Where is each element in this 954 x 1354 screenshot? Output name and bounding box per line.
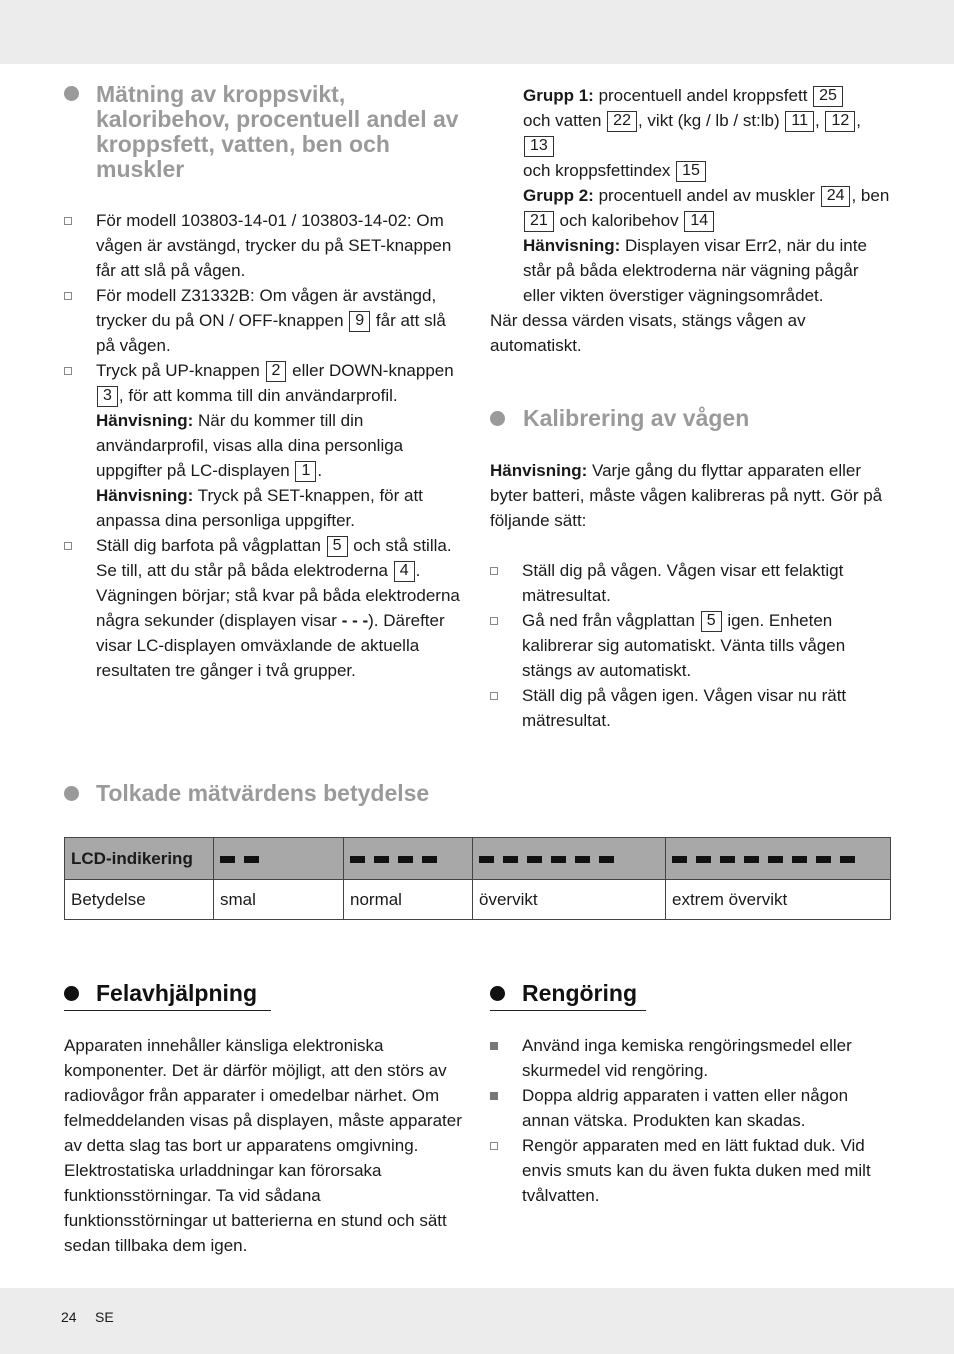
checkbox-square-icon bbox=[64, 292, 72, 300]
table-cell: extrem övervikt bbox=[666, 880, 891, 920]
lcd-dash-icon bbox=[672, 856, 687, 863]
group-text: , bbox=[856, 111, 861, 130]
lcd-dash-icon bbox=[422, 856, 437, 863]
checkbox-square-icon bbox=[64, 542, 72, 550]
checkbox-square-icon bbox=[64, 217, 72, 225]
note-text: Varje gång du flyttar apparaten eller byter batteri, måste vågen kalibreras på nytt. Gör på följande sätt: bbox=[490, 461, 883, 530]
lcd-dashes-cell bbox=[344, 838, 473, 880]
section-bullet-icon bbox=[64, 786, 79, 801]
list-item bbox=[490, 1033, 890, 1083]
checkbox-square-icon bbox=[490, 617, 498, 625]
list-item bbox=[490, 1083, 890, 1133]
lcd-dash-icon bbox=[551, 856, 566, 863]
group1-label: Grupp 1: bbox=[523, 86, 594, 105]
section1-heading: Mätning av kroppsvikt, kaloribehov, procentuell andel av kroppsfett, vatten, ben och muskler bbox=[96, 81, 459, 182]
list-item-text: För modell 103803-14-01 / 103803-14-02: Om vågen är avstängd, trycker du på SET-knappen får att slå på vågen. bbox=[96, 211, 452, 280]
lcd-dash-icon bbox=[840, 856, 855, 863]
table-row-label: Betydelse bbox=[65, 880, 214, 920]
interpret-heading: Tolkade mätvärdens betydelse bbox=[96, 780, 430, 806]
part-number: 5 bbox=[701, 611, 722, 632]
list-item bbox=[490, 608, 890, 683]
cleaning-list bbox=[490, 1033, 890, 1208]
footer-bar bbox=[0, 1288, 954, 1354]
group-text: och kroppsfettindex bbox=[523, 161, 676, 180]
calibration-list bbox=[490, 558, 890, 733]
group-text: , vikt (kg / lb / st:lb) bbox=[637, 111, 785, 130]
note-label: Hänvisning: bbox=[96, 411, 194, 430]
part-number: 14 bbox=[684, 211, 714, 232]
table-cell: övervikt bbox=[473, 880, 666, 920]
list-item-text: Rengör apparaten med en lätt fuktad duk. Vid envis smuts kan du även fukta duken med milt tvålvatten. bbox=[522, 1136, 871, 1205]
section1-list bbox=[64, 208, 466, 683]
section-bullet-icon bbox=[64, 986, 79, 1001]
lcd-dashes-cell bbox=[214, 838, 344, 880]
part-number: 25 bbox=[813, 86, 843, 107]
cleaning-heading: Rengöring bbox=[522, 980, 637, 1006]
group-text: , ben bbox=[851, 186, 890, 205]
list-item bbox=[64, 358, 466, 533]
display-dashes: - - - bbox=[341, 611, 369, 630]
group-text: och vatten bbox=[523, 111, 607, 130]
list-item bbox=[64, 208, 466, 283]
part-number: 4 bbox=[394, 561, 415, 582]
lcd-dashes-cell bbox=[666, 838, 891, 880]
list-item-text: får att slå på vågen. bbox=[96, 311, 446, 355]
lcd-dash-icon bbox=[575, 856, 590, 863]
list-item-text: och stå stilla. Se till, att du står på båda elektroderna bbox=[96, 536, 452, 580]
list-item-text: För modell Z31332B: Om vågen är avstängd, trycker du på ON / OFF-knappen bbox=[96, 286, 437, 330]
lcd-dashes-cell bbox=[473, 838, 666, 880]
language-code: SE bbox=[95, 1309, 114, 1325]
list-item-text: eller DOWN-knappen bbox=[287, 361, 454, 380]
auto-off-text: När dessa värden visats, stängs vågen av automatiskt. bbox=[490, 311, 806, 355]
list-item-text: Gå ned från vågplattan bbox=[522, 611, 700, 630]
lcd-dash-icon bbox=[696, 856, 711, 863]
list-item bbox=[490, 558, 890, 608]
section-bullet-icon bbox=[64, 86, 79, 101]
lcd-dash-icon bbox=[244, 856, 259, 863]
note-text: . bbox=[317, 461, 323, 480]
note-text: Displayen visar Err2, när du inte står på båda elektroderna när vägning pågår eller vikten överstiger vägningsområdet. bbox=[523, 236, 867, 305]
group-text: , bbox=[815, 111, 825, 130]
checkbox-square-icon bbox=[490, 567, 498, 575]
list-item-text: ). Därefter visar LC-displayen omväxlande de aktuella resultaten tre gånger i två grupper. bbox=[96, 611, 445, 680]
list-item-text: Tryck på UP-knappen bbox=[96, 361, 265, 380]
part-number: 12 bbox=[825, 111, 855, 132]
lcd-dash-icon bbox=[479, 856, 494, 863]
list-item-text: igen. Enheten kalibrerar sig automatiskt. Vänta tills vågen stängs av automatiskt. bbox=[522, 611, 846, 680]
lcd-table bbox=[64, 837, 891, 920]
filled-square-icon bbox=[490, 1092, 498, 1100]
trouble-heading-wrap bbox=[64, 981, 271, 1011]
note-label: Hänvisning: bbox=[490, 461, 588, 480]
lcd-dash-icon bbox=[792, 856, 807, 863]
list-item-text: Ställ dig barfota på vågplattan bbox=[96, 536, 326, 555]
table-cell: normal bbox=[344, 880, 473, 920]
lcd-dash-icon bbox=[768, 856, 783, 863]
lcd-dash-icon bbox=[503, 856, 518, 863]
calibration-note bbox=[490, 458, 890, 533]
group-text: procentuell andel av muskler bbox=[593, 186, 820, 205]
trouble-heading: Felavhjälpning bbox=[96, 980, 258, 1006]
part-number: 5 bbox=[327, 536, 348, 557]
list-item bbox=[490, 683, 890, 733]
groups-block bbox=[523, 83, 893, 308]
part-number: 1 bbox=[295, 461, 316, 482]
section-bullet-icon bbox=[490, 411, 505, 426]
note-text: När du kommer till din användarprofil, visas alla dina personliga uppgifter på LC-displayen bbox=[96, 411, 404, 480]
lcd-dash-icon bbox=[220, 856, 235, 863]
table-row bbox=[65, 880, 891, 920]
list-item bbox=[64, 533, 466, 683]
checkbox-square-icon bbox=[64, 367, 72, 375]
part-number: 9 bbox=[349, 311, 370, 332]
group-text: procentuell andel kroppsfett bbox=[593, 86, 813, 105]
part-number: 22 bbox=[607, 111, 637, 132]
part-number: 3 bbox=[97, 386, 118, 407]
checkbox-square-icon bbox=[490, 1142, 498, 1150]
lcd-dash-icon bbox=[374, 856, 389, 863]
lcd-dash-icon bbox=[816, 856, 831, 863]
list-item-text: Doppa aldrig apparaten i vatten eller någon annan vätska. Produkten kan skadas. bbox=[522, 1086, 849, 1130]
top-bar bbox=[0, 0, 954, 64]
list-item-text: Ställ dig på vågen. Vågen visar ett felaktigt mätresultat. bbox=[522, 561, 844, 605]
list-item-text: Ställ dig på vågen igen. Vågen visar nu rätt mätresultat. bbox=[522, 686, 847, 730]
checkbox-square-icon bbox=[490, 692, 498, 700]
lcd-dash-icon bbox=[599, 856, 614, 863]
table-cell: smal bbox=[214, 880, 344, 920]
group-text: och kaloribehov bbox=[554, 211, 684, 230]
list-item-text: Använd inga kemiska rengöringsmedel eller skurmedel vid rengöring. bbox=[522, 1036, 852, 1080]
note-text: Tryck på SET-knappen, för att anpassa dina personliga uppgifter. bbox=[96, 486, 423, 530]
cleaning-heading-wrap bbox=[490, 981, 646, 1011]
note-label: Hänvisning: bbox=[96, 486, 194, 505]
filled-square-icon bbox=[490, 1042, 498, 1050]
list-item-text: . Vägningen börjar; stå kvar på båda elektroderna några sekunder (displayen visar bbox=[96, 561, 460, 630]
group2-label: Grupp 2: bbox=[523, 186, 594, 205]
note-label: Hänvisning: bbox=[523, 236, 621, 255]
lcd-dash-icon bbox=[720, 856, 735, 863]
calibration-heading: Kalibrering av vågen bbox=[523, 405, 750, 431]
table-header-row bbox=[65, 838, 891, 880]
table-header-label: LCD-indikering bbox=[65, 838, 214, 880]
part-number: 2 bbox=[266, 361, 287, 382]
trouble-text: Apparaten innehåller känsliga elektroniska komponenter. Det är därför möjligt, att den störs av radiovågor från apparater i omedelbar närhet. Om felmeddelanden visas på displayen, måste apparater av detta slag tas bort ur apparatens omgivning. Elektrostatiska urladdningar kan förorsaka funktionsstörningar. Ta vid sådana funktionsstörningar ut batterierna en stund och sätt sedan tillbaka dem igen. bbox=[64, 1036, 462, 1255]
part-number: 21 bbox=[524, 211, 554, 232]
list-item-text: , för att komma till din användarprofil. bbox=[118, 386, 398, 405]
lcd-dash-icon bbox=[398, 856, 413, 863]
part-number: 13 bbox=[524, 136, 554, 157]
part-number: 24 bbox=[821, 186, 851, 207]
lcd-dash-icon bbox=[744, 856, 759, 863]
list-item bbox=[490, 1133, 890, 1208]
part-number: 11 bbox=[785, 111, 814, 132]
lcd-dash-icon bbox=[350, 856, 365, 863]
section-bullet-icon bbox=[490, 986, 505, 1001]
page-number: 24 bbox=[61, 1309, 77, 1325]
part-number: 15 bbox=[676, 161, 706, 182]
list-item bbox=[64, 283, 466, 358]
lcd-dash-icon bbox=[527, 856, 542, 863]
